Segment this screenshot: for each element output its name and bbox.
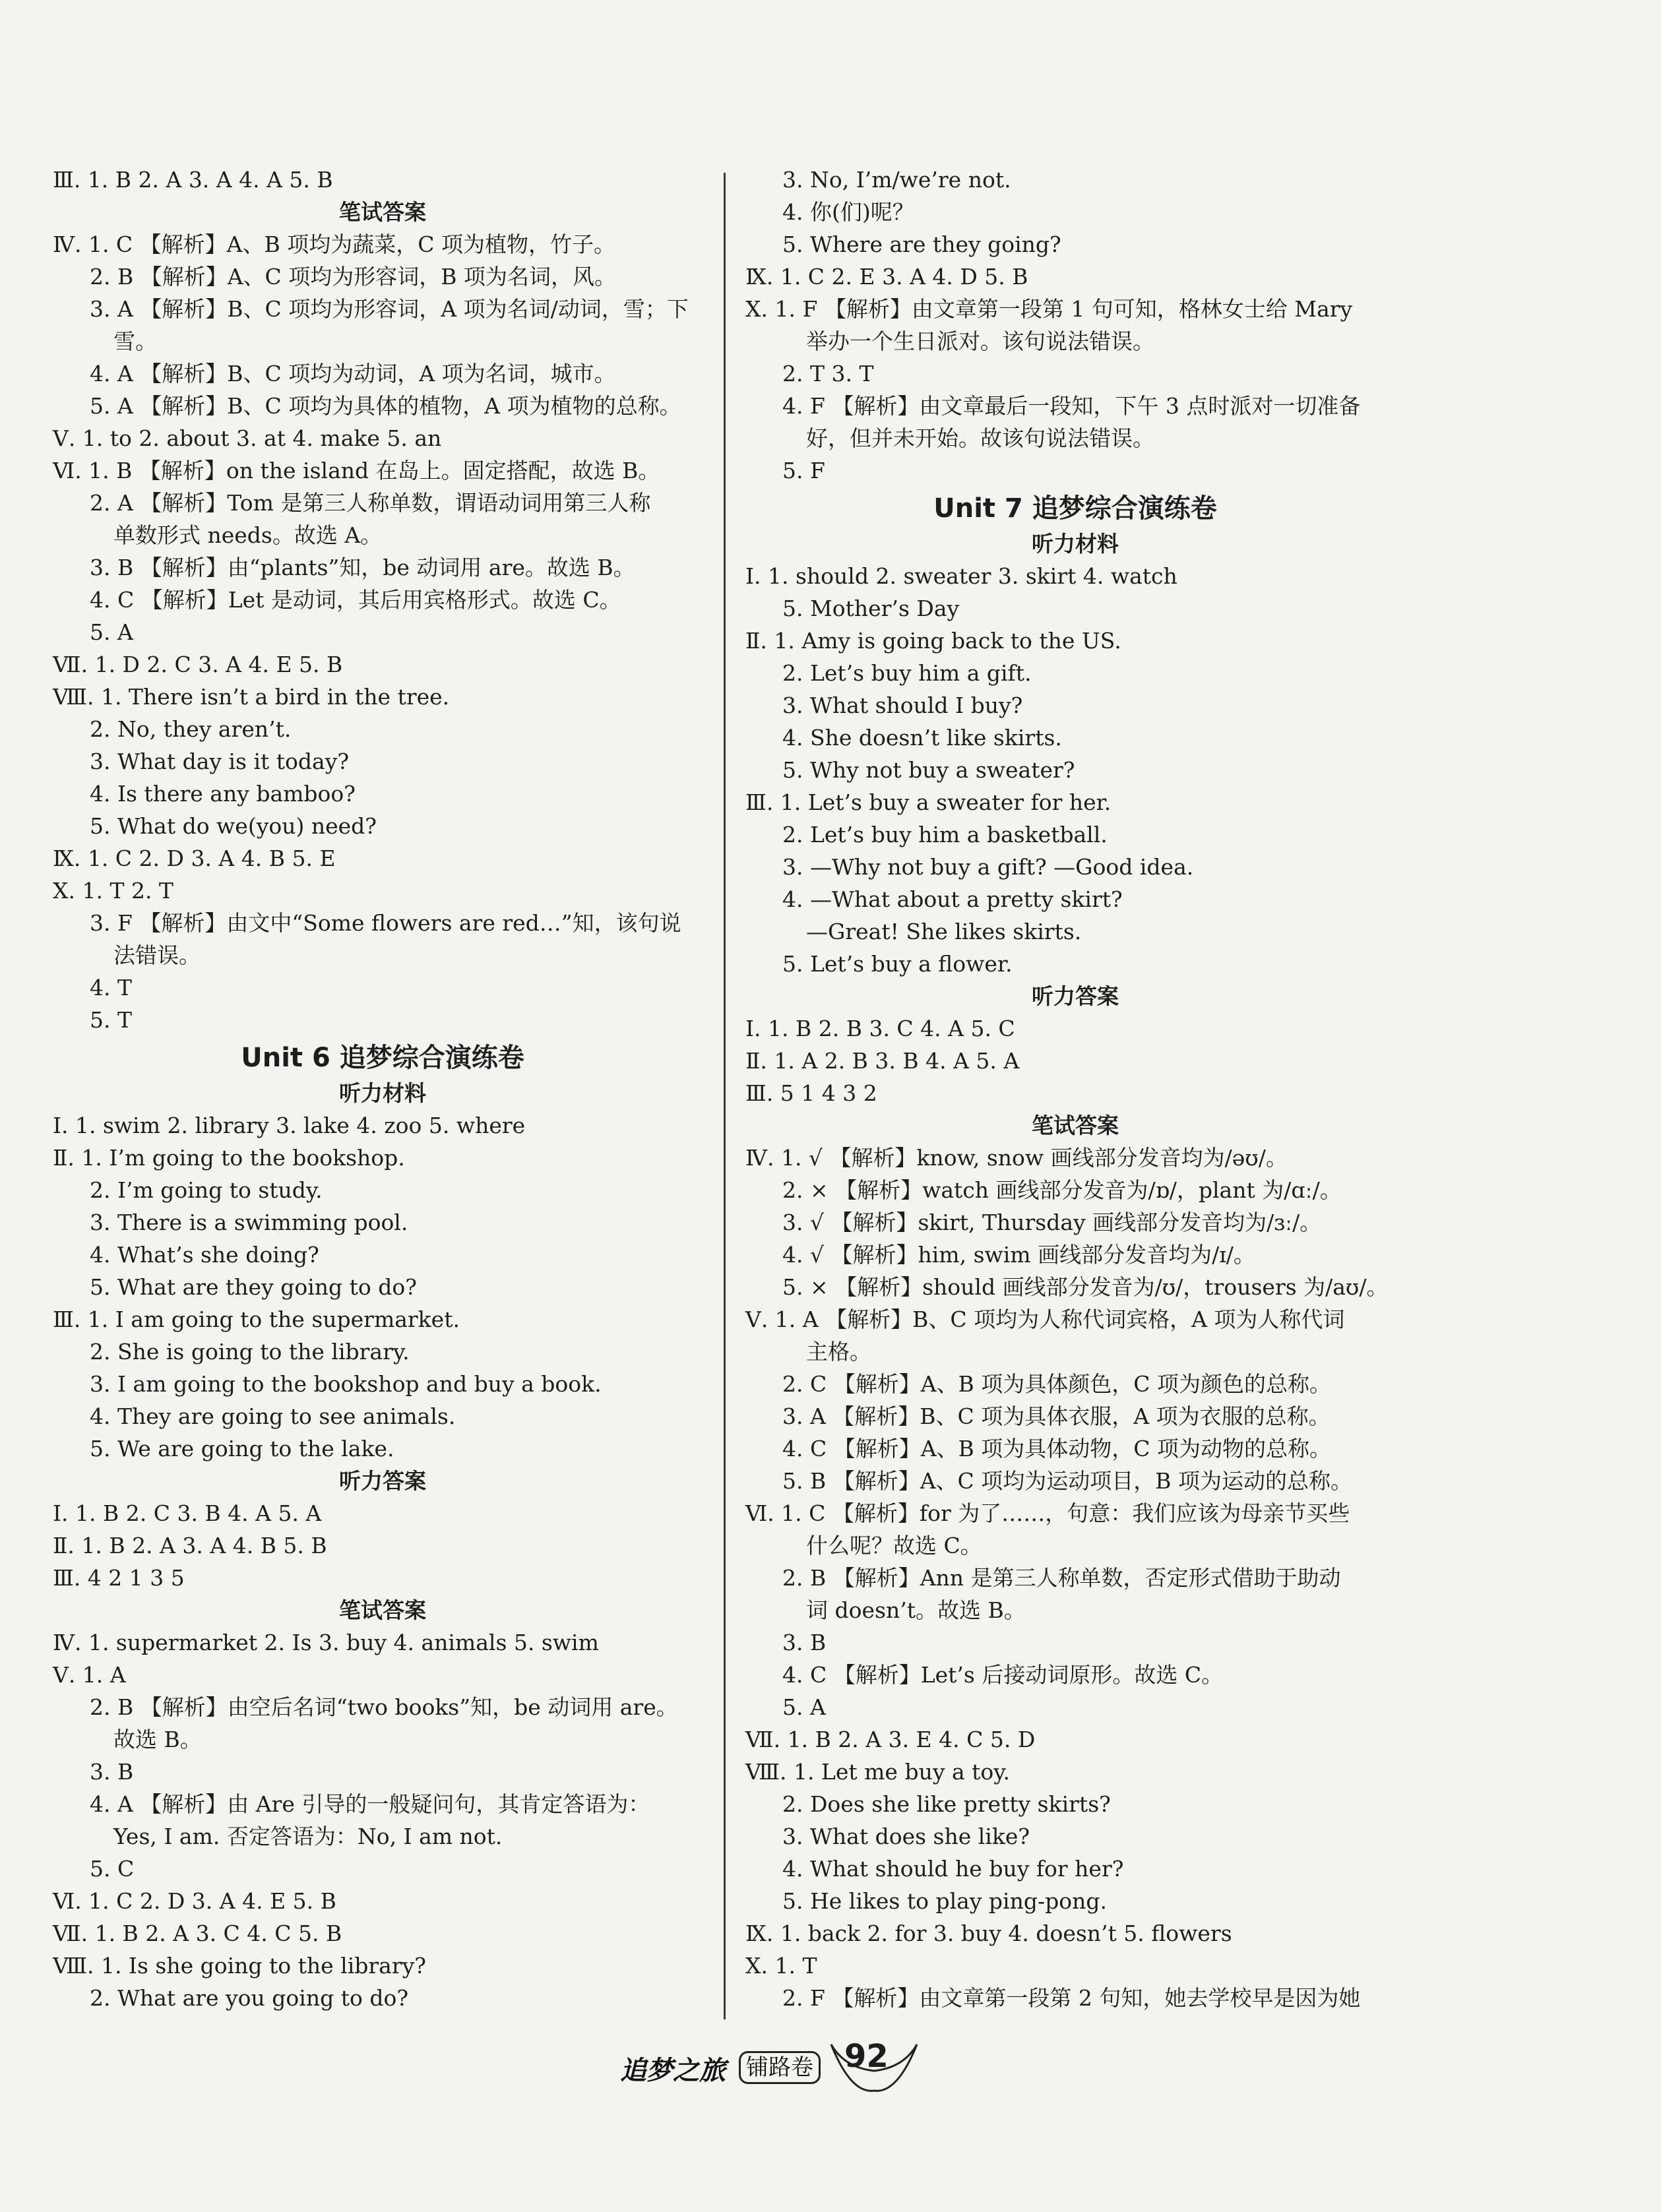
answer-line: 2. She is going to the library. xyxy=(90,1339,410,1365)
answer-line: 5. What are they going to do? xyxy=(90,1274,417,1300)
answer-line: Ⅲ. 1. I am going to the supermarket. xyxy=(53,1306,460,1332)
answer-line: 4. They are going to see animals. xyxy=(90,1403,456,1429)
answer-line: Ⅳ. 1. C 【解析】A、B 项均为蔬菜，C 项为植物，竹子。 xyxy=(53,231,615,257)
answer-line: 3. What does she like? xyxy=(782,1824,1030,1849)
answer-line: Ⅸ. 1. back 2. for 3. buy 4. doesn’t 5. flowers xyxy=(745,1920,1232,1946)
answer-line: 5. A xyxy=(782,1694,826,1720)
brand-logo-box: 铺路卷 xyxy=(739,2051,821,2084)
answer-line: Ⅲ. 5 1 4 3 2 xyxy=(745,1080,877,1106)
answer-line: 5. F xyxy=(782,458,825,483)
column-divider xyxy=(724,173,726,2019)
answer-line: Ⅶ. 1. B 2. A 3. E 4. C 5. D xyxy=(745,1727,1036,1752)
answer-line: 3. B 【解析】由“plants”知，be 动词用 are。故选 B。 xyxy=(90,555,635,580)
answer-line: Yes, I am. 否定答语为：No, I am not. xyxy=(113,1824,503,1849)
answer-line: 4. F 【解析】由文章最后一段知，下午 3 点时派对一切准备 xyxy=(782,393,1361,419)
answer-line: 3. I am going to the bookshop and buy a book. xyxy=(90,1371,602,1397)
section-heading: 听力答案 xyxy=(1032,983,1119,1009)
answer-line: Ⅹ. 1. T xyxy=(745,1953,817,1979)
answer-line: 2. B 【解析】A、C 项均为形容词，B 项为名词，风。 xyxy=(90,264,617,290)
answer-line: 5. T xyxy=(90,1007,132,1033)
answer-line: Ⅳ. 1. √ 【解析】know, snow 画线部分发音均为/əʊ/。 xyxy=(745,1145,1288,1171)
answer-line: 4. Is there any bamboo? xyxy=(90,781,356,807)
answer-line: 2. No, they aren’t. xyxy=(90,716,292,742)
answer-line: 2. F 【解析】由文章第一段第 2 句知，她去学校早是因为她 xyxy=(782,1985,1361,2011)
answer-line: 4. She doesn’t like skirts. xyxy=(782,725,1062,751)
answer-line: 4. 你(们)呢？ xyxy=(782,199,914,225)
answer-line: Ⅷ. 1. Is she going to the library? xyxy=(53,1953,426,1979)
answer-line: 5. Where are they going? xyxy=(782,231,1061,257)
answer-line: Ⅰ. 1. should 2. sweater 3. skirt 4. watch xyxy=(745,563,1177,589)
answer-line: Ⅳ. 1. supermarket 2. Is 3. buy 4. animals 5. swim xyxy=(53,1630,599,1655)
answer-line: Ⅱ. 1. I’m going to the bookshop. xyxy=(53,1145,405,1171)
answer-line: 3. What should I buy? xyxy=(782,692,1023,718)
answer-line: 4. √ 【解析】him, swim 画线部分发音均为/ɪ/。 xyxy=(782,1242,1255,1268)
answer-line: Ⅰ. 1. swim 2. library 3. lake 4. zoo 5. where xyxy=(53,1113,526,1138)
answer-line: 雪。 xyxy=(113,328,157,354)
answer-line: Ⅷ. 1. Let me buy a toy. xyxy=(745,1759,1010,1785)
answer-line: Ⅹ. 1. T 2. T xyxy=(53,878,173,904)
answer-line: 5. What do we(you) need? xyxy=(90,813,377,839)
answer-line: Ⅶ. 1. D 2. C 3. A 4. E 5. B xyxy=(53,652,343,677)
answer-line: Ⅰ. 1. B 2. C 3. B 4. A 5. A xyxy=(53,1500,322,1526)
answer-line: Ⅴ. 1. A 【解析】B、C 项均为人称代词宾格，A 项为人称代词 xyxy=(745,1306,1345,1332)
answer-line: 2. What are you going to do? xyxy=(90,1985,409,2011)
brand-logo-text: 追梦之旅 xyxy=(620,2056,726,2086)
answer-line: Ⅸ. 1. C 2. D 3. A 4. B 5. E xyxy=(53,845,336,871)
answer-line: Ⅰ. 1. B 2. B 3. C 4. A 5. C xyxy=(745,1016,1015,1041)
answer-line: Ⅵ. 1. C 【解析】for 为了……，句意：我们应该为母亲节买些 xyxy=(745,1500,1350,1526)
answer-line: Ⅹ. 1. F 【解析】由文章第一段第 1 句可知，格林女士给 Mary xyxy=(745,296,1353,322)
answer-line: Ⅴ. 1. A xyxy=(53,1662,126,1688)
footer-logo xyxy=(607,2025,924,2097)
answer-line: 3. B xyxy=(90,1759,134,1785)
answer-line: 举办一个生日派对。该句说法错误。 xyxy=(806,328,1154,354)
answer-line: 2. × 【解析】watch 画线部分发音为/ɒ/，plant 为/ɑː/。 xyxy=(782,1177,1342,1203)
answer-line: 4. C 【解析】A、B 项为具体动物，C 项为动物的总称。 xyxy=(782,1436,1332,1461)
answer-line: Ⅲ. 1. Let’s buy a sweater for her. xyxy=(745,789,1112,815)
unit-title: Unit 6 追梦综合演练卷 xyxy=(241,1043,524,1073)
answer-line: 词 doesn’t。故选 B。 xyxy=(806,1597,1026,1623)
answer-line: 5. Mother’s Day xyxy=(782,596,960,621)
answer-line: Ⅸ. 1. C 2. E 3. A 4. D 5. B xyxy=(745,264,1028,290)
answer-line: Ⅶ. 1. B 2. A 3. C 4. C 5. B xyxy=(53,1920,342,1946)
section-heading: 听力材料 xyxy=(339,1080,426,1106)
answer-line: 3. —Why not buy a gift? —Good idea. xyxy=(782,854,1194,880)
answer-line: 3. A 【解析】B、C 项为具体衣服，A 项为衣服的总称。 xyxy=(782,1403,1331,1429)
answer-line: 法错误。 xyxy=(113,942,201,968)
right-column xyxy=(745,164,1405,2014)
answer-line: 4. A 【解析】B、C 项均为动词，A 项为名词，城市。 xyxy=(90,361,616,386)
answer-line: 5. × 【解析】should 画线部分发音为/ʊ/，trousers 为/aʊ/。 xyxy=(782,1274,1389,1300)
answer-line: 5. We are going to the lake. xyxy=(90,1436,394,1461)
answer-line: 3. √ 【解析】skirt, Thursday 画线部分发音均为/ɜː/。 xyxy=(782,1210,1322,1235)
answer-line: 4. What’s she doing? xyxy=(90,1242,319,1268)
left-column xyxy=(53,164,712,2014)
answer-line: 3. No, I’m/we’re not. xyxy=(782,167,1011,193)
answer-line: Ⅵ. 1. B 【解析】on the island 在岛上。固定搭配，故选 B。 xyxy=(53,458,660,483)
answer-line: Ⅲ. 1. B 2. A 3. A 4. A 5. B xyxy=(53,167,333,193)
answer-line: 2. Let’s buy him a basketball. xyxy=(782,822,1108,847)
answer-line: 5. A 【解析】B、C 项均为具体的植物，A 项为植物的总称。 xyxy=(90,393,681,419)
answer-line: 主格。 xyxy=(806,1339,871,1365)
unit-title: Unit 7 追梦综合演练卷 xyxy=(933,493,1217,524)
answer-line: 5. Let’s buy a flower. xyxy=(782,951,1013,977)
answer-line: 3. B xyxy=(782,1630,827,1655)
answer-line: 3. F 【解析】由文中“Some flowers are red…”知，该句说 xyxy=(90,910,681,936)
answer-line: 什么呢？故选 C。 xyxy=(806,1533,982,1558)
section-heading: 笔试答案 xyxy=(339,199,426,225)
answer-line: 2. B 【解析】Ann 是第三人称单数，否定形式借助于助动 xyxy=(782,1565,1341,1591)
answer-line: Ⅴ. 1. to 2. about 3. at 4. make 5. an xyxy=(53,425,442,451)
answer-line: 4. C 【解析】Let 是动词，其后用宾格形式。故选 C。 xyxy=(90,587,621,613)
answer-line: 故选 B。 xyxy=(113,1727,202,1752)
answer-line: 单数形式 needs。故选 A。 xyxy=(113,522,383,548)
answer-line: 3. What day is it today? xyxy=(90,749,350,774)
page-number: 92 xyxy=(844,2038,889,2075)
answer-line: 好，但并未开始。故该句说法错误。 xyxy=(806,425,1154,451)
answer-line: 3. There is a swimming pool. xyxy=(90,1210,408,1235)
answer-line: 2. Does she like pretty skirts? xyxy=(782,1791,1111,1817)
answer-line: Ⅷ. 1. There isn’t a bird in the tree. xyxy=(53,684,450,710)
section-heading: 笔试答案 xyxy=(1032,1113,1119,1138)
answer-line: 3. A 【解析】B、C 项均为形容词，A 项为名词/动词，雪；下 xyxy=(90,296,689,322)
answer-line: 4. A 【解析】由 Are 引导的一般疑问句，其肯定答语为： xyxy=(90,1791,650,1817)
section-heading: 听力材料 xyxy=(1032,531,1119,557)
answer-line: —Great! She likes skirts. xyxy=(806,919,1082,944)
answer-line: Ⅱ. 1. A 2. B 3. B 4. A 5. A xyxy=(745,1048,1020,1074)
answer-line: 2. C 【解析】A、B 项为具体颜色，C 项为颜色的总称。 xyxy=(782,1371,1332,1397)
answer-line: Ⅱ. 1. Amy is going back to the US. xyxy=(745,628,1121,654)
answer-line: Ⅵ. 1. C 2. D 3. A 4. E 5. B xyxy=(53,1888,336,1914)
section-heading: 笔试答案 xyxy=(339,1597,426,1623)
answer-line: 5. C xyxy=(90,1856,135,1882)
section-heading: 听力答案 xyxy=(339,1468,426,1494)
answer-line: 2. A 【解析】Tom 是第三人称单数，谓语动词用第三人称 xyxy=(90,490,651,516)
answer-line: 4. What should he buy for her? xyxy=(782,1856,1124,1882)
answer-line: 2. I’m going to study. xyxy=(90,1177,323,1203)
answer-line: 4. —What about a pretty skirt? xyxy=(782,886,1123,912)
answer-line: Ⅱ. 1. B 2. A 3. A 4. B 5. B xyxy=(53,1533,327,1558)
answer-line: 4. T xyxy=(90,975,132,1000)
answer-line: 5. Why not buy a sweater? xyxy=(782,757,1075,783)
answer-line: 2. B 【解析】由空后名词“two books”知，be 动词用 are。 xyxy=(90,1694,678,1720)
answer-line: 5. He likes to play ping-pong. xyxy=(782,1888,1108,1914)
answer-line: 2. Let’s buy him a gift. xyxy=(782,660,1032,686)
answer-line: 2. T 3. T xyxy=(782,361,874,386)
answer-line: Ⅲ. 4 2 1 3 5 xyxy=(53,1565,185,1591)
answer-line: 5. A xyxy=(90,619,133,645)
answer-line: 5. B 【解析】A、C 项均为运动项目，B 项为运动的总称。 xyxy=(782,1468,1353,1494)
answer-line: 4. C 【解析】Let’s 后接动词原形。故选 C。 xyxy=(782,1662,1224,1688)
